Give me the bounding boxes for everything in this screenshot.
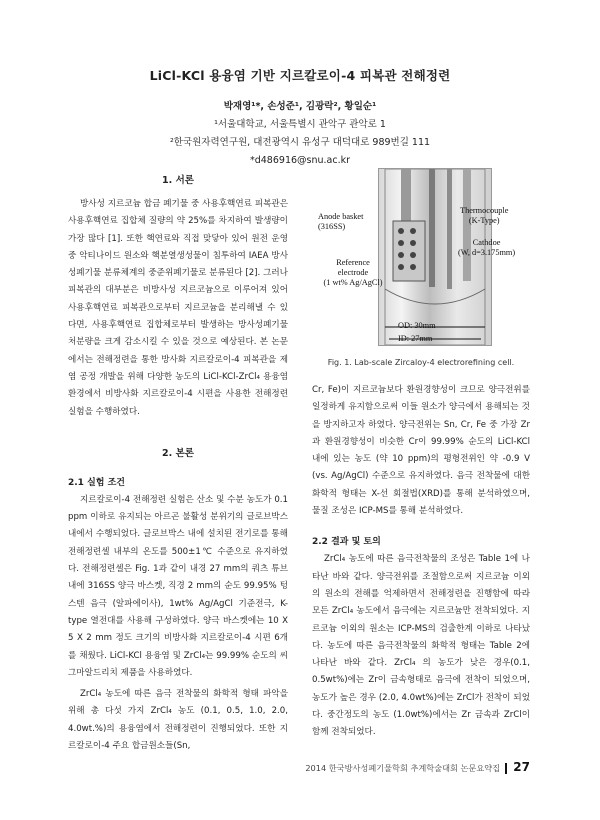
footer-divider — [505, 763, 507, 774]
figure-1 — [316, 168, 530, 354]
section-2-2-heading: 2.2 결과 및 토의 — [312, 537, 381, 548]
paper-title: LiCl-KCl 용융염 기반 지르칼로이-4 피복관 전해정련 — [149, 68, 451, 83]
intro-heading: 1. 서론 — [162, 175, 194, 186]
figure-1-caption: Fig. 1. Lab-scale Zircaloy-4 electrorefining cell. — [327, 358, 515, 367]
label-anode-basket: Anode basket (316SS) — [318, 212, 364, 231]
right-paragraph-1: Cr, Fe)이 지르코늄보다 환원경향성이 크므로 양극전위를 일정하게 유지함으로써 이들 원소가 양극에서 용해되는 것을 방지하고자 하였다. 양극전위는 Sn, Cr, Fe 중 가장 Zr과 환원경향성이 비슷한 Cr이 99.99% 순도의 LiCl-KCl 내에 있는 농도 (약 10 ppm)의 평형전위인 약 -0.9 V (vs. Ag/AgCl) 수준으로 유지하였다. 음극 전착물에 대한 화학적 형태는 X-선 회절법(XRD)를 통해 분석하였으며, 물질 조성은 ICP-MS를 통해 분석하였다. — [312, 385, 530, 517]
author-names: 박재영¹*, 손성준¹, 김광락², 황일순¹ — [223, 101, 377, 112]
intro-paragraph: 방사성 지르코늄 합금 폐기물 중 사용후핵연료 피복관은 사용후핵연료 집합체 질량의 약 25%를 차지하여 발생량이 가장 많다 [1]. 또한 핵연료와 직접 맞닿아 있어 원전 운영 중 악티나이드 원소와 핵분열생성물이 침투하여 IAEA 방사성폐기물 분류체계의 중준위폐기물로 분류된다 [2]. 그러나 피복관의 대부분은 비방사성 지르코늄으로 이루어져 있어 사용후핵연료 피복관으로부터 지르코늄을 분리해낼 수 있다면, 사용후핵연료 집합체로부터 발생하는 방사성폐기물 처분량을 크게 감소시킬 수 있을 것으로 예상된다. 본 논문에서는 전해정련을 통한 방사화 지르칼로이-4 피복관을 제염 공정 개발을 위해 다양한 농도의 LiCl-KCl-ZrCl₄ 용융염 환경에서 비방사화 지르칼로이-4 시편을 사용한 전해정련 실험을 수행하였다. — [68, 199, 288, 417]
affiliation-1: ¹서울대학교, 서울특별시 관악구 관악로 1 — [214, 119, 386, 130]
page-footer — [305, 760, 530, 774]
label-reference-electrode: Reference electrode (1 wt% Ag/AgCl) — [323, 258, 383, 287]
main-heading: 2. 본론 — [162, 447, 194, 459]
section-2-1-heading: 2.1 실험 조건 — [68, 477, 125, 488]
label-outer-diameter: OD: 30mm — [398, 321, 436, 330]
section-2-1-paragraph-2: ZrCl₄ 농도에 따른 음극 전착물의 화학적 형태 파악을 위해 총 다섯 가지 ZrCl₄ 농도 (0.1, 0.5, 1.0, 2.0, 4.0wt.%)의 용융염에서 전해정련이 진행되었다. 또한 지르칼로이-4 주요 합금원소들(Sn, — [68, 689, 288, 752]
affiliation-2: ²한국원자력연구원, 대전광역시 유성구 대덕대로 989번길 111 — [169, 137, 431, 148]
right-column — [312, 382, 530, 742]
section-2-1-paragraph-1: 지르칼로이-4 전해정련 실험은 산소 및 수분 농도가 0.1 ppm 이하로 유지되는 아르곤 불활성 분위기의 글로브박스 내에서 수행되었다. 글로브박스 내에 설치된 전기로를 통해 전해정련셀 내부의 온도를 500±1℃ 수준으로 유지하였다. 전해정련셀은 Fig. 1과 같이 내경 27 mm의 쿼츠 튜브 내에 316SS 양극 바스켓, 직경 2 mm의 순도 99.95% 텅스텐 음극 (알파에이사), 1wt% Ag/AgCl 기준전극, K-type 열전대를 사용해 구성하였다. 양극 바스켓에는 10 X 5 X 2 mm 정도 크기의 비방사화 지르칼로이-4 시편 6개를 채웠다. LiCl-KCl 용융염 및 ZrCl₄는 99.99% 순도의 씨그마알드리치 제품을 사용하였다. — [68, 494, 288, 678]
footer-text: 2014 한국방사성폐기물학회 추계학술대회 논문요약집 — [305, 763, 501, 773]
corresponding-email: *d486916@snu.ac.kr — [249, 155, 351, 166]
label-inner-diameter: ID: 27mm — [398, 334, 433, 343]
section-2-2-paragraph-1: ZrCl₄ 농도에 따른 음극전착물의 조성은 Table 1에 나타난 바와 같다. 양극전위를 조절함으로써 지르코늄 이외의 원소의 전해를 억제하면서 전해정련을 진행함에 따라 모든 ZrCl₄ 농도에서 음극에는 지르코늄만 전착되었다. 지르코늄 이외의 원소는 ICP-MS의 검출한계 이하로 나타났다. 농도에 따른 음극전착물의 화학적 형태는 Table 2에 나타난 바와 같다. ZrCl₄ 의 농도가 낮은 경우(0.1, 0.5wt%)에는 Zr이 금속형태로 음극에 전착이 되었으며, 농도가 높은 경우 (2.0, 4.0wt%)에는 ZrCl가 전착이 되었다. 중간정도의 농도 (1.0wt%)에서는 Zr 금속과 ZrCl이 함께 전착되었다. — [312, 554, 530, 738]
left-column — [68, 172, 288, 755]
page-number: 27 — [513, 760, 530, 774]
label-thermocouple: Thermocouple (K-Type) — [460, 206, 509, 225]
label-cathode: Cathdoe (W, d=3.175mm) — [458, 238, 516, 257]
author-block — [0, 98, 600, 170]
